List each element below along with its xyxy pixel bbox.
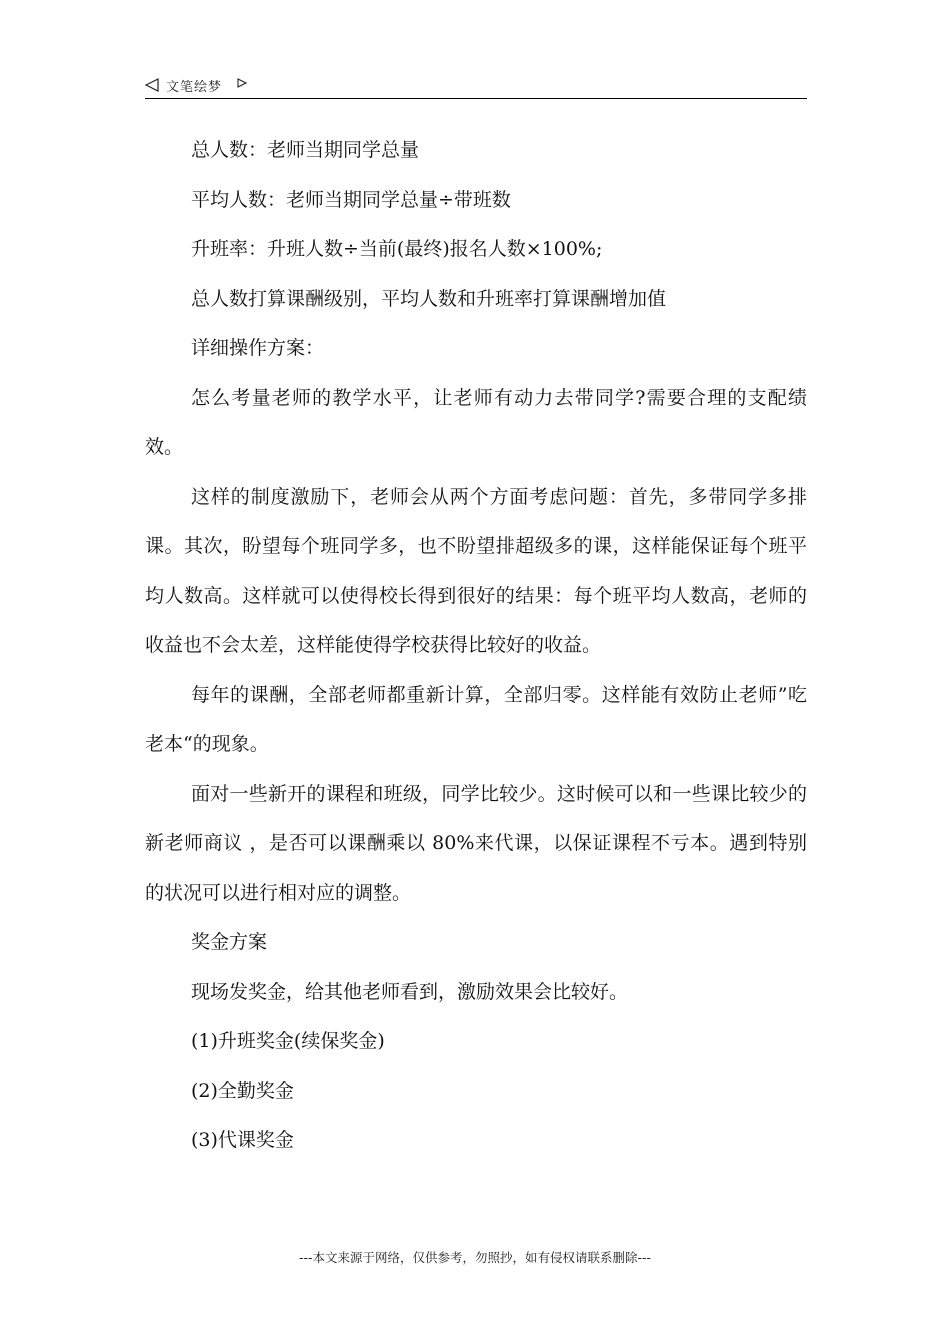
paragraph-new-courses: 面对一些新开的课程和班级，同学比较少。这时候可以和一些课比较少的新老师商议 ，是否可以课酬乘以 80%来代课，以保证课程不亏本。遇到特别的状况可以进行相对应的调整。	[145, 782, 807, 904]
list-item-promotion-bonus: (1)升班奖金(续保奖金)	[191, 1030, 385, 1052]
triangle-left-icon	[145, 78, 159, 92]
list-item-substitute-bonus: (3)代课奖金	[191, 1129, 294, 1151]
paragraph-teaching-level: 怎么考量老师的教学水平，让老师有动力去带同学?需要合理的支配绩效。	[145, 386, 807, 458]
paragraph-annual-reset: 每年的课酬，全部老师都重新计算，全部归零。这样能有效防止老师”吃老本“的现象。	[145, 683, 807, 755]
paragraph-detail-heading: 详细操作方案：	[191, 337, 325, 359]
paragraph-fee-level: 总人数打算课酬级别，平均人数和升班率打算课酬增加值	[191, 287, 667, 310]
paragraph-total-count: 总人数：老师当期同学总量	[191, 139, 420, 161]
triangle-right-icon	[237, 78, 247, 88]
paragraph-promotion-rate: 升班率：升班人数÷当前(最终)报名人数×100%;	[191, 238, 603, 260]
header-brand: 文笔绘梦	[166, 80, 223, 95]
paragraph-bonus-heading: 奖金方案	[191, 931, 268, 953]
paragraph-average-count: 平均人数：老师当期同学总量÷带班数	[191, 188, 511, 211]
paragraph-onsite-bonus: 现场发奖金，给其他老师看到，激励效果会比较好。	[191, 980, 629, 1003]
paragraph-incentive: 这样的制度激励下，老师会从两个方面考虑问题：首先，多带同学多排课。其次，盼望每个班同学多，也不盼望排超级多的课，这样能保证每个班平均人数高。这样就可以使得校长得到很好的结果：每个班平均人数高，老师的收益也不会太差，这样能使得学校获得比较好的收益。	[145, 485, 807, 656]
document-body	[145, 126, 807, 1166]
page-header	[145, 74, 807, 99]
list-item-attendance-bonus: (2)全勤奖金	[191, 1079, 294, 1102]
page-footer-notice: ---本文来源于网络，仅供参考，勿照抄，如有侵权请联系删除---	[298, 1250, 652, 1265]
